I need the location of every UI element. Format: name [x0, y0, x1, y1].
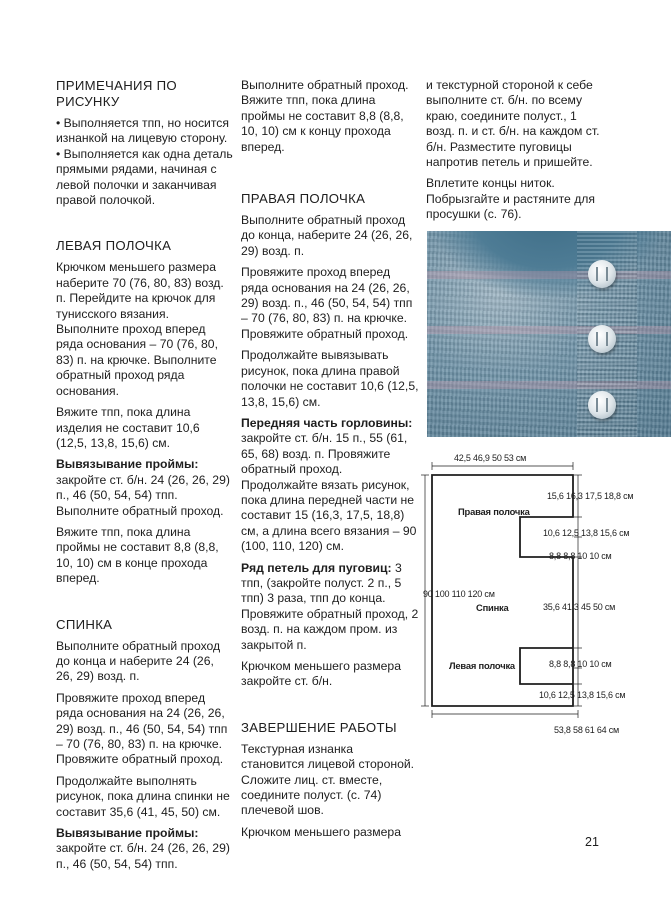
right-front-p1: Выполните обратный проход до конца, наберите 24 (26, 26, 29) возд. п. [241, 213, 413, 258]
neckline-subheading: Передняя часть горловины: [241, 415, 413, 430]
buttonhole-subheading: Ряд петель для пуговиц: [241, 560, 392, 575]
back-armhole-text: закройте ст. б/н. 24 (26, 26, 29) п., 46 (50, 54, 54) тпп. [56, 841, 230, 871]
column-right [426, 78, 606, 229]
bottom-width-label: 53,8 58 61 64 см [554, 725, 620, 735]
buttonhole-text: 3 тпп, (закройте полуст. 2 п., 5 тпп) 3 раза, тпп до конца. Провяжите обратный проход, 2 возд. п. на каждом пром. из закрытой п. [241, 560, 419, 652]
right-front-p2: Провяжите проход вперед ряда основания на 24 (26, 26, 29) возд. п., 46 (50, 54, 54) тпп – 70 (76, 80, 83) п. на крючке. Провяжите обратный проход. [241, 265, 413, 341]
back-p2: Провяжите проход вперед ряда основания на 24 (26, 26, 29) возд. п., 46 (50, 54, 54) тпп – 70 (76, 80, 83) п. на крючке. Провяжите обратный проход. [56, 690, 228, 767]
left-front-heading: ЛЕВАЯ ПОЛОЧКА [56, 238, 172, 254]
left-front-diagram-label: Левая полочка [449, 660, 515, 671]
dim-right-armhole: 8,8 8,8 10 10 см [549, 551, 612, 561]
back-armhole-subheading: Вывязывание проймы: [56, 826, 199, 841]
note-2: • Выполняется как одна деталь прямыми рядами, начиная с левой полочки и заканчивая правой полочкой. [56, 146, 233, 208]
buttonhole-p2: Крючком меньшего размера закройте ст. б/н. [241, 659, 401, 689]
height-label: 90 100 110 120 см [423, 589, 495, 599]
dim-back-length: 35,6 41,3 45 50 см [543, 602, 616, 612]
finishing-heading: ЗАВЕРШЕНИЕ РАБОТЫ [241, 719, 397, 735]
dim-left-armhole: 8,8 8,8 10 10 см [549, 659, 612, 669]
top-width-label: 42,5 46,9 50 53 см [454, 453, 527, 463]
finishing-p2: Крючком меньшего размера [241, 824, 401, 839]
armhole-subheading: Вывязывание проймы: [56, 457, 199, 472]
page-number: 21 [585, 835, 599, 849]
buttonhole-section [241, 561, 419, 653]
notes-heading: ПРИМЕЧАНИЯ ПО РИСУНКУ [56, 78, 177, 109]
armhole-text: закройте ст. б/н. 24 (26, 26, 29) п., 46 (50, 54, 54) тпп. Выполните обратный проход. [56, 472, 230, 518]
button-icon [588, 260, 616, 288]
neckline-section [241, 416, 419, 555]
right-front-heading: ПРАВАЯ ПОЛОЧКА [241, 191, 366, 207]
column-middle [241, 78, 419, 846]
col2-p1: Выполните обратный проход. Вяжите тпп, пока длина проймы не составит 8,8 (8,8, 10, 10) см к концу прохода вперед. [241, 78, 409, 154]
dim-right-front-neck: 15,6 16,3 17,5 18,8 см [547, 491, 634, 501]
schematic-diagram [416, 448, 671, 738]
button-icon [588, 325, 616, 353]
note-1: • Выполняется тпп, но носится изнанкой на лицевую сторону. [56, 116, 229, 146]
col3-p2: Вплетите концы ниток. Побрызгайте и растяните для просушки (с. 76). [426, 176, 596, 222]
col3-p1: и текстурной стороной к себе выполните ст. б/н. по всему краю, соедините полуст., 1 возд. п. и ст. б/н. на каждом ст. б/н. Разместите пуговицы напротив петель и пришейте. [426, 78, 600, 170]
left-front-p2: Вяжите тпп, пока длина изделия не составит 10,6 (12,5, 13,8, 15,6) см. [56, 405, 200, 450]
neckline-text: закройте ст. б/н. 15 п., 55 (61, 65, 68) возд. п. Провяжите обратный проход. Продолжайте вязать рисунок, пока длина передней части не составит 15 (16,3, 17,5, 18,8) см, а длина всего вязания – 90 (100, 110, 120) см. [241, 431, 417, 554]
finishing-p1: Текстурная изнанка становится лицевой стороной. Сложите лиц. ст. вместе, соедините полуст. (с. 74) плечевой шов. [241, 741, 415, 818]
back-armhole [56, 826, 234, 872]
left-front-p1: Крючком меньшего размера наберите 70 (76, 80, 83) возд. п. Перейдите на крючок для тунисского вязания. Выполните проход вперед ряда основания – 70 (76, 80, 83) п. на крючке. Выполните обратный проход ряда основания. [56, 260, 224, 398]
left-front-armhole [56, 457, 234, 519]
back-heading: СПИНКА [56, 616, 113, 632]
column-left [56, 78, 234, 878]
dim-left-front: 10,6 12,5 13,8 15,6 см [539, 690, 626, 700]
back-p1: Выполните обратный проход до конца и наберите 24 (26, 26, 29) возд. п. [56, 638, 221, 684]
button-icon [588, 391, 616, 419]
right-front-p3: Продолжайте вывязывать рисунок, пока длина правой полочки не составит 10,6 (12,5, 13,8, 15,6) см. [241, 348, 419, 409]
knitted-vest-photo [427, 231, 671, 437]
back-p3: Продолжайте выполнять рисунок, пока длина спинки не составит 35,6 (41, 45, 50) см. [56, 773, 230, 819]
back-diagram-label: Спинка [476, 602, 509, 613]
left-front-p3: Вяжите тпп, пока длина проймы не составит 8,8 (8,8, 10, 10) см в конце прохода вперед. [56, 524, 219, 586]
right-front-diagram-label: Правая полочка [458, 506, 530, 517]
dim-right-front-lower: 10,6 12,5 13,8 15,6 см [543, 528, 630, 538]
